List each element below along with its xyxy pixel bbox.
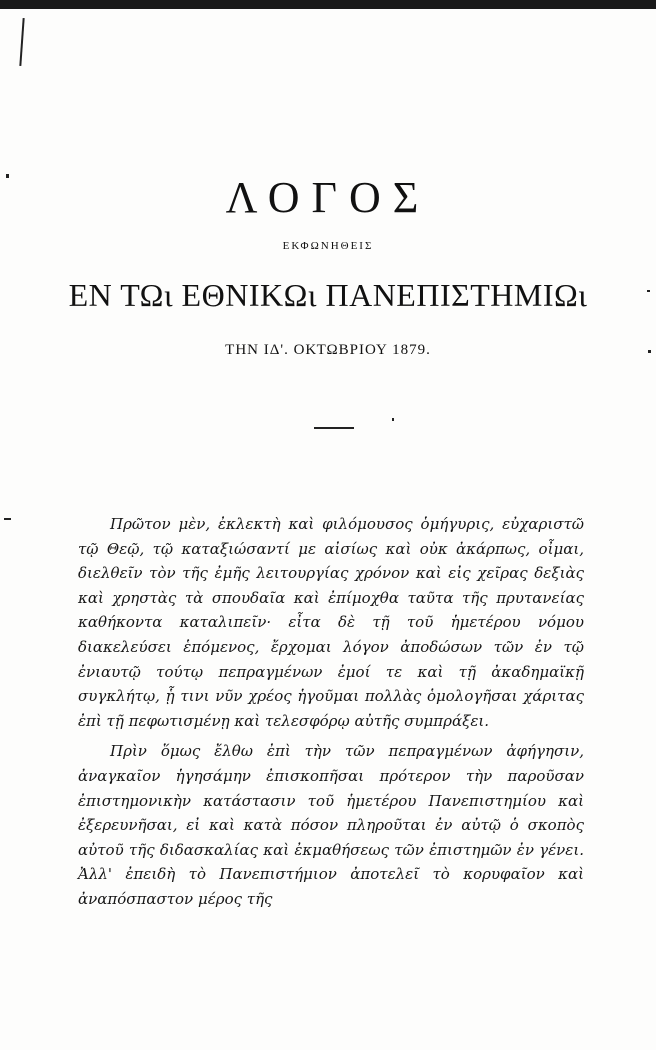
margin-pen-stroke bbox=[19, 18, 24, 66]
paragraph: Πρῶτον μὲν, ἐκλεκτὴ καὶ φιλόμουσος ὁμήγυρις, εὐχαριστῶ τῷ Θεῷ, τῷ καταξιώσαντί με αἰσίως καὶ οὐκ ἀκάρπως, οἶμαι, διελθεῖν τὸν τῆς ἐμῆς λειτουργίας χρόνον καὶ εἰς χεῖρας δεξιὰς καὶ χρηστὰς τὰ σπουδαῖα καὶ ἐπίμοχθα ταῦτα τῆς πρυτανείας καθήκοντα καταλιπεῖν· εἶτα δὲ τῇ τοῦ ἡμετέρου νόμου διακελεύσει ἑπόμενος, ἔρχομαι λόγον ἀποδώσων τῶν ἐν τῷ ἐνιαυτῷ τούτῳ πεπραγμένων ἐμοί τε καὶ τῇ ἀκαδημαϊκῇ συγκλήτῳ, ᾗ τινι νῦν χρέος ἡγοῦμαι πολλὰς ὁμολογῆσαι χάριτας ἐπὶ τῇ πεφωτισμένῃ καὶ τελεσφόρῳ αὐτῆς συμπράξει. bbox=[78, 515, 584, 730]
document-date: ΤΗΝ ΙΔ'. ΟΚΤΩΒΡΙΟΥ 1879. bbox=[225, 342, 431, 358]
paragraph: Πρὶν ὅμως ἔλθω ἐπὶ τὴν τῶν πεπραγμένων ἀφήγησιν, ἀναγκαῖον ἡγησάμην ἐπισκοπῆσαι πρότερον τὴν παροῦσαν ἐπιστημονικὴν κατάστασιν τοῦ ἡμετέρου Πανεπιστημίου καὶ ἐξερευνῆσαι, εἰ καὶ κατὰ πόσον πληροῦται ἐν αὐτῷ ὁ σκοπὸς αὐτοῦ τῆς διδασκαλίας καὶ ἐκμαθήσεως τῶν ἐπιστημῶν ἐν γένει. Ἀλλ' ἐπειδὴ τὸ Πανεπιστήμιον ἀποτελεῖ τὸ κορυφαῖον καὶ ἀναπόσπαστον μέρος τῆς bbox=[78, 742, 584, 908]
scan-edge-bar bbox=[0, 0, 656, 9]
document-title: ΛΟΓΟΣ bbox=[225, 173, 431, 222]
section-divider bbox=[314, 427, 354, 429]
margin-speck bbox=[4, 518, 11, 520]
body-text bbox=[78, 512, 584, 918]
document-heading: ΕΝ ΤΩι ΕΘΝΙΚΩι ΠΑΝΕΠΙΣΤΗΜΙΩι bbox=[68, 277, 588, 313]
margin-speck bbox=[392, 418, 394, 421]
document-subtitle: ΕΚΦΩΝΗΘΕΙΣ bbox=[282, 240, 374, 252]
